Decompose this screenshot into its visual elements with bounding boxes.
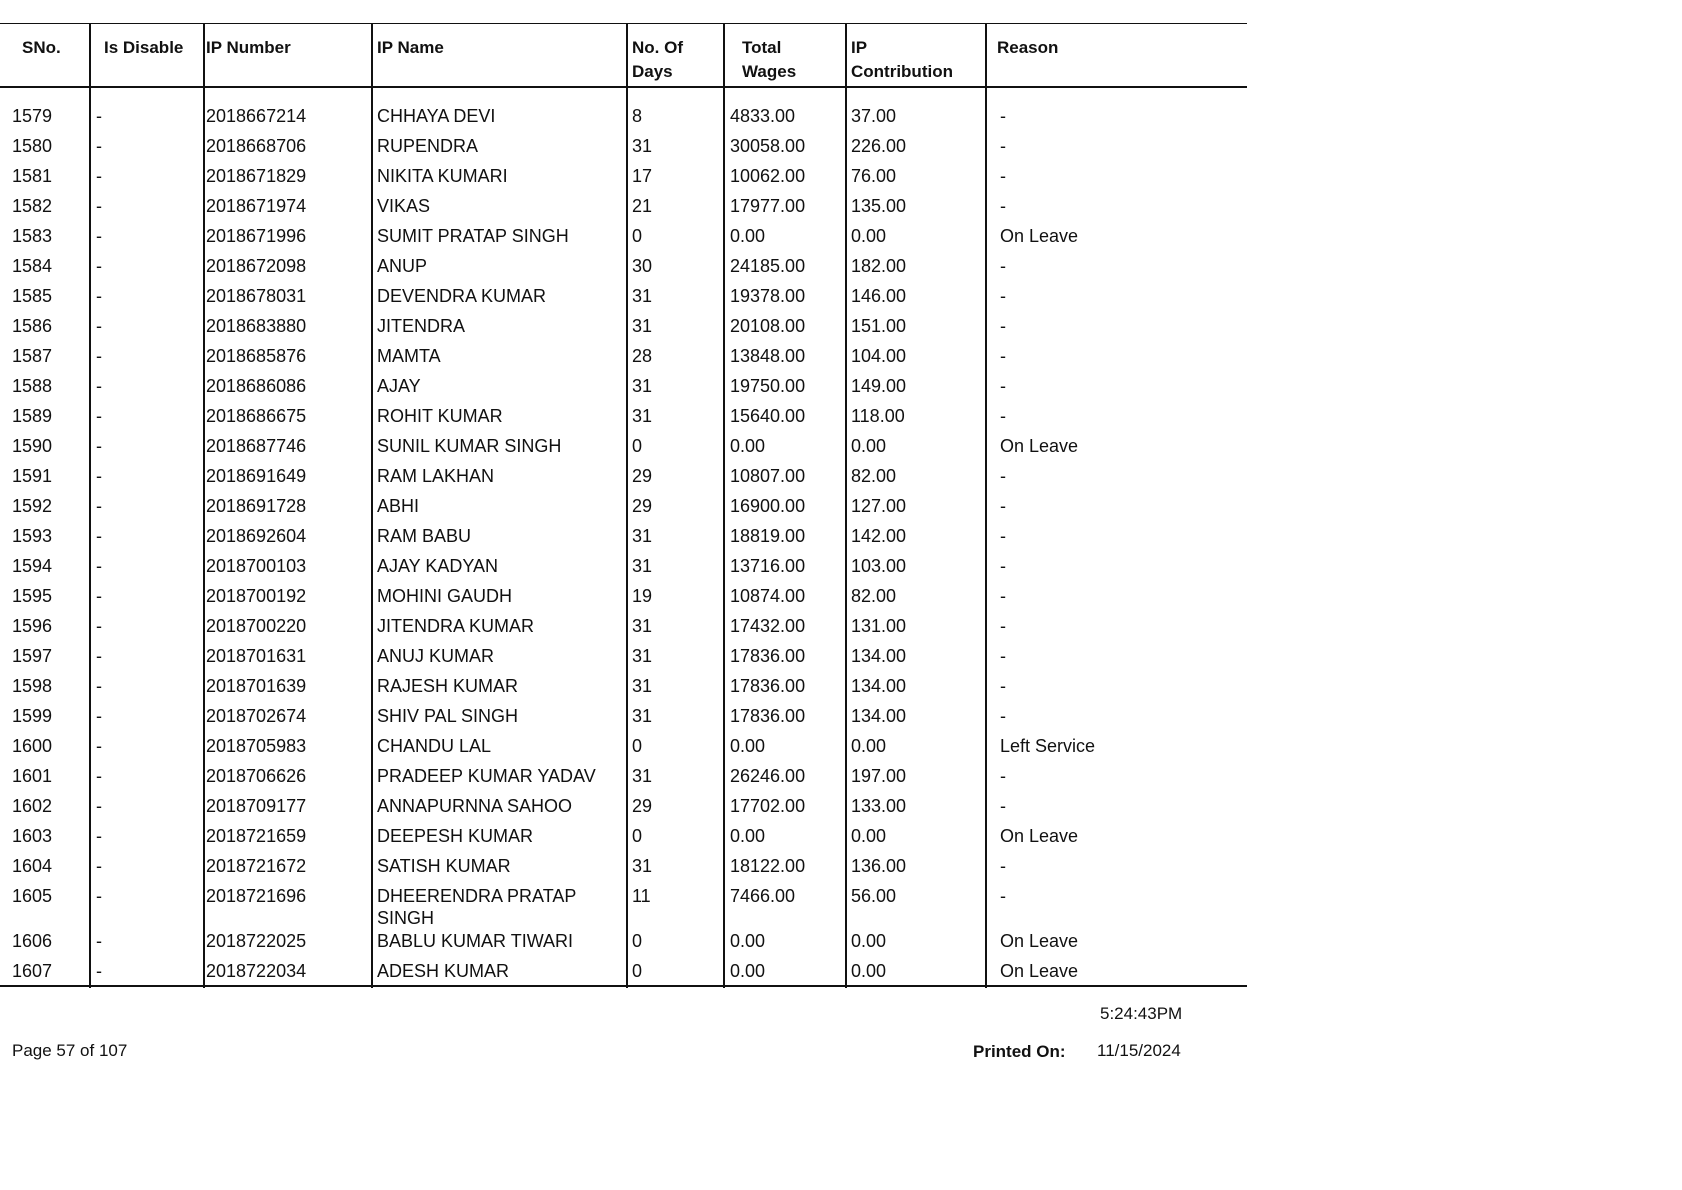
cell-reason: - [1000, 796, 1006, 816]
cell-is-disable: - [96, 886, 102, 906]
cell-sno: 1581 [12, 166, 53, 186]
cell-reason: - [1000, 256, 1006, 276]
cell-reason: - [1000, 706, 1006, 726]
cell-contribution: 135.00 [851, 196, 907, 216]
cell-sno: 1589 [12, 406, 53, 426]
cell-contribution: 149.00 [851, 376, 907, 396]
cell-is-disable: - [96, 766, 102, 786]
cell-ip-name: DEVENDRA KUMAR [377, 286, 547, 306]
cell-is-disable: - [96, 256, 102, 276]
cell-days: 31 [632, 406, 653, 426]
cell-wages: 17977.00 [730, 196, 806, 216]
cell-wages: 0.00 [730, 226, 766, 246]
cell-days: 30 [632, 256, 653, 276]
cell-ip-number: 2018721659 [206, 826, 307, 846]
cell-is-disable: - [96, 496, 102, 516]
cell-ip-number: 2018686675 [206, 406, 307, 426]
cell-reason: - [1000, 526, 1006, 546]
table-row [0, 585, 1247, 615]
cell-reason: - [1000, 406, 1006, 426]
cell-wages: 18819.00 [730, 526, 806, 546]
table-row [0, 375, 1247, 405]
cell-reason: On Leave [1000, 961, 1079, 981]
cell-ip-number: 2018667214 [206, 106, 307, 126]
cell-wages: 10874.00 [730, 586, 806, 606]
table-row [0, 345, 1247, 375]
cell-contribution: 37.00 [851, 106, 897, 126]
cell-ip-number: 2018678031 [206, 286, 307, 306]
cell-ip-name: ROHIT KUMAR [377, 406, 503, 426]
cell-days: 31 [632, 616, 653, 636]
cell-sno: 1591 [12, 466, 53, 486]
cell-days: 0 [632, 961, 643, 981]
cell-is-disable: - [96, 796, 102, 816]
cell-ip-number: 2018683880 [206, 316, 307, 336]
cell-ip-number: 2018722034 [206, 961, 307, 981]
column-header-reason: Reason [997, 38, 1059, 57]
cell-days: 0 [632, 826, 643, 846]
cell-days: 31 [632, 676, 653, 696]
cell-sno: 1595 [12, 586, 53, 606]
table-row [0, 735, 1247, 765]
cell-contribution: 118.00 [851, 406, 905, 426]
cell-ip-number: 2018702674 [206, 706, 307, 726]
cell-ip-name: SUMIT PRATAP SINGH [377, 226, 569, 246]
table-row [0, 825, 1247, 855]
table-row [0, 705, 1247, 735]
cell-ip-number: 2018685876 [206, 346, 307, 366]
cell-ip-number: 2018671829 [206, 166, 307, 186]
cell-ip-number: 2018705983 [206, 736, 307, 756]
cell-is-disable: - [96, 736, 102, 756]
cell-ip-number: 2018691649 [206, 466, 307, 486]
cell-ip-number: 2018701631 [206, 646, 307, 666]
cell-wages: 13848.00 [730, 346, 806, 366]
cell-days: 31 [632, 286, 653, 306]
cell-sno: 1604 [12, 856, 53, 876]
cell-is-disable: - [96, 406, 102, 426]
cell-ip-number: 2018709177 [206, 796, 307, 816]
column-header-ip-name: IP Name [377, 38, 444, 57]
cell-ip-number: 2018722025 [206, 931, 307, 951]
print-time: 5:24:43PM [1100, 1004, 1183, 1023]
cell-ip-number: 2018692604 [206, 526, 307, 546]
cell-days: 8 [632, 106, 643, 126]
table-row [0, 675, 1247, 705]
cell-is-disable: - [96, 106, 102, 126]
header-bottom-rule [0, 86, 1247, 88]
cell-contribution: 182.00 [851, 256, 907, 276]
cell-ip-name: RAM BABU [377, 526, 472, 546]
cell-wages: 0.00 [730, 931, 766, 951]
cell-days: 0 [632, 736, 643, 756]
cell-sno: 1605 [12, 886, 53, 906]
cell-ip-number: 2018668706 [206, 136, 307, 156]
cell-days: 0 [632, 226, 643, 246]
cell-wages: 19378.00 [730, 286, 806, 306]
cell-ip-number: 2018672098 [206, 256, 307, 276]
cell-contribution: 146.00 [851, 286, 907, 306]
cell-wages: 17432.00 [730, 616, 806, 636]
cell-wages: 16900.00 [730, 496, 806, 516]
cell-ip-name: NIKITA KUMARI [377, 166, 508, 186]
cell-days: 19 [632, 586, 653, 606]
cell-contribution: 0.00 [851, 736, 887, 756]
cell-wages: 0.00 [730, 736, 766, 756]
cell-days: 31 [632, 646, 653, 666]
cell-ip-name: ANNAPURNNA SAHOO [377, 796, 573, 816]
cell-sno: 1599 [12, 706, 53, 726]
cell-wages: 20108.00 [730, 316, 806, 336]
cell-contribution: 197.00 [851, 766, 907, 786]
cell-days: 29 [632, 496, 653, 516]
cell-reason: - [1000, 136, 1006, 156]
cell-sno: 1588 [12, 376, 53, 396]
table-row [0, 795, 1247, 825]
cell-is-disable: - [96, 166, 102, 186]
cell-ip-name: RUPENDRA [377, 136, 479, 156]
cell-ip-name: JITENDRA [377, 316, 466, 336]
cell-ip-name: JITENDRA KUMAR [377, 616, 535, 636]
cell-reason: - [1000, 676, 1006, 696]
table-row [0, 960, 1247, 990]
cell-contribution: 134.00 [851, 646, 907, 666]
cell-ip-number: 2018691728 [206, 496, 307, 516]
cell-ip-name: DEEPESH KUMAR [377, 826, 534, 846]
cell-wages: 0.00 [730, 961, 766, 981]
cell-is-disable: - [96, 436, 102, 456]
cell-ip-number: 2018700103 [206, 556, 307, 576]
cell-ip-name: VIKAS [377, 196, 431, 216]
cell-is-disable: - [96, 931, 102, 951]
cell-wages: 19750.00 [730, 376, 806, 396]
cell-days: 31 [632, 316, 653, 336]
cell-sno: 1592 [12, 496, 53, 516]
cell-is-disable: - [96, 196, 102, 216]
cell-wages: 10062.00 [730, 166, 806, 186]
cell-days: 17 [632, 166, 653, 186]
cell-ip-name: RAM LAKHAN [377, 466, 495, 486]
cell-wages: 26246.00 [730, 766, 806, 786]
table-row [0, 105, 1247, 135]
cell-is-disable: - [96, 526, 102, 546]
cell-days: 21 [632, 196, 653, 216]
cell-contribution: 131.00 [851, 616, 907, 636]
cell-sno: 1594 [12, 556, 53, 576]
table-row [0, 255, 1247, 285]
table-row [0, 615, 1247, 645]
cell-sno: 1579 [12, 106, 53, 126]
cell-ip-name: CHANDU LAL [377, 736, 492, 756]
cell-ip-number: 2018687746 [206, 436, 307, 456]
cell-wages: 17836.00 [730, 706, 806, 726]
cell-contribution: 0.00 [851, 961, 887, 981]
cell-ip-name: RAJESH KUMAR [377, 676, 519, 696]
cell-ip-name: AJAY KADYAN [377, 556, 499, 576]
cell-reason: - [1000, 556, 1006, 576]
column-header-ip-number: IP Number [206, 38, 291, 57]
cell-sno: 1585 [12, 286, 53, 306]
cell-contribution: 127.00 [851, 496, 907, 516]
cell-wages: 4833.00 [730, 106, 796, 126]
cell-contribution: 134.00 [851, 706, 907, 726]
cell-reason: - [1000, 346, 1006, 366]
cell-wages: 17836.00 [730, 676, 806, 696]
table-row [0, 135, 1247, 165]
cell-is-disable: - [96, 376, 102, 396]
cell-sno: 1606 [12, 931, 53, 951]
table-row [0, 165, 1247, 195]
cell-days: 31 [632, 706, 653, 726]
cell-reason: On Leave [1000, 226, 1079, 246]
cell-contribution: 136.00 [851, 856, 907, 876]
cell-wages: 30058.00 [730, 136, 806, 156]
cell-sno: 1600 [12, 736, 53, 756]
cell-sno: 1587 [12, 346, 53, 366]
cell-is-disable: - [96, 676, 102, 696]
table-row [0, 765, 1247, 795]
cell-days: 0 [632, 931, 643, 951]
cell-sno: 1596 [12, 616, 53, 636]
table-row [0, 885, 1247, 930]
cell-reason: On Leave [1000, 931, 1079, 951]
cell-sno: 1582 [12, 196, 53, 216]
cell-sno: 1601 [12, 766, 53, 786]
cell-sno: 1602 [12, 796, 53, 816]
cell-ip-name: SATISH KUMAR [377, 856, 511, 876]
cell-is-disable: - [96, 136, 102, 156]
cell-reason: - [1000, 586, 1006, 606]
cell-reason: Left Service [1000, 736, 1096, 756]
cell-days: 31 [632, 526, 653, 546]
cell-is-disable: - [96, 346, 102, 366]
table-top-rule [0, 23, 1247, 24]
cell-wages: 17702.00 [730, 796, 806, 816]
cell-is-disable: - [96, 586, 102, 606]
cell-contribution: 76.00 [851, 166, 897, 186]
cell-is-disable: - [96, 616, 102, 636]
cell-days: 29 [632, 466, 653, 486]
cell-ip-number: 2018686086 [206, 376, 307, 396]
cell-wages: 24185.00 [730, 256, 806, 276]
cell-days: 31 [632, 136, 653, 156]
printed-on-date: 11/15/2024 [1097, 1041, 1181, 1060]
cell-is-disable: - [96, 226, 102, 246]
cell-reason: - [1000, 496, 1006, 516]
cell-contribution: 134.00 [851, 676, 907, 696]
column-header-contribution: IP Contribution [851, 38, 953, 81]
cell-sno: 1590 [12, 436, 53, 456]
printed-on-label: Printed On: [973, 1042, 1066, 1061]
cell-reason: - [1000, 166, 1006, 186]
cell-reason: - [1000, 316, 1006, 336]
cell-ip-name: DHEERENDRA PRATAP SINGH [377, 886, 577, 928]
cell-is-disable: - [96, 961, 102, 981]
cell-ip-name: ANUP [377, 256, 428, 276]
cell-days: 31 [632, 556, 653, 576]
table-row [0, 285, 1247, 315]
cell-days: 29 [632, 796, 653, 816]
table-row [0, 855, 1247, 885]
cell-ip-name: MOHINI GAUDH [377, 586, 512, 606]
cell-ip-name: SHIV PAL SINGH [377, 706, 519, 726]
cell-ip-number: 2018700220 [206, 616, 307, 636]
cell-ip-name: PRADEEP KUMAR YADAV [377, 766, 596, 786]
cell-sno: 1603 [12, 826, 53, 846]
cell-ip-number: 2018721696 [206, 886, 307, 906]
cell-sno: 1593 [12, 526, 53, 546]
table-body [0, 105, 1247, 990]
cell-contribution: 0.00 [851, 826, 887, 846]
cell-reason: - [1000, 106, 1006, 126]
cell-contribution: 82.00 [851, 586, 897, 606]
cell-contribution: 151.00 [851, 316, 907, 336]
cell-sno: 1586 [12, 316, 53, 336]
cell-contribution: 142.00 [851, 526, 907, 546]
cell-sno: 1580 [12, 136, 53, 156]
cell-reason: - [1000, 286, 1006, 306]
cell-wages: 7466.00 [730, 886, 796, 906]
cell-days: 0 [632, 436, 643, 456]
cell-ip-name: MAMTA [377, 346, 441, 366]
table-row [0, 930, 1247, 960]
cell-wages: 10807.00 [730, 466, 806, 486]
table-row [0, 465, 1247, 495]
cell-wages: 13716.00 [730, 556, 806, 576]
table-row [0, 435, 1247, 465]
cell-contribution: 56.00 [851, 886, 897, 906]
table-row [0, 405, 1247, 435]
cell-wages: 17836.00 [730, 646, 806, 666]
cell-sno: 1583 [12, 226, 53, 246]
cell-reason: - [1000, 886, 1006, 906]
cell-reason: - [1000, 856, 1006, 876]
cell-days: 11 [632, 886, 651, 906]
cell-reason: - [1000, 196, 1006, 216]
table-row [0, 645, 1247, 675]
cell-days: 31 [632, 766, 653, 786]
cell-wages: 0.00 [730, 826, 766, 846]
cell-days: 31 [632, 856, 653, 876]
column-header-is-disable: Is Disable [104, 38, 184, 57]
page-number: Page 57 of 107 [12, 1041, 128, 1060]
table-row [0, 525, 1247, 555]
cell-ip-number: 2018706626 [206, 766, 307, 786]
cell-is-disable: - [96, 646, 102, 666]
cell-reason: On Leave [1000, 826, 1079, 846]
cell-contribution: 0.00 [851, 226, 887, 246]
cell-is-disable: - [96, 856, 102, 876]
cell-reason: - [1000, 646, 1006, 666]
column-header-wages: Total Wages [742, 38, 797, 81]
cell-ip-number: 2018701639 [206, 676, 307, 696]
cell-wages: 18122.00 [730, 856, 806, 876]
cell-ip-name: AJAY [377, 376, 421, 396]
cell-contribution: 82.00 [851, 466, 897, 486]
cell-sno: 1584 [12, 256, 53, 276]
column-header-days: No. Of Days [632, 38, 683, 81]
cell-contribution: 133.00 [851, 796, 907, 816]
table-row [0, 315, 1247, 345]
cell-is-disable: - [96, 556, 102, 576]
cell-is-disable: - [96, 706, 102, 726]
cell-reason: - [1000, 616, 1006, 636]
table-row [0, 195, 1247, 225]
cell-is-disable: - [96, 316, 102, 336]
cell-ip-name: BABLU KUMAR TIWARI [377, 931, 574, 951]
cell-contribution: 103.00 [851, 556, 907, 576]
cell-reason: - [1000, 766, 1006, 786]
cell-wages: 15640.00 [730, 406, 806, 426]
cell-is-disable: - [96, 466, 102, 486]
cell-sno: 1597 [12, 646, 53, 666]
cell-ip-number: 2018671974 [206, 196, 307, 216]
cell-days: 31 [632, 376, 653, 396]
table-row [0, 495, 1247, 525]
cell-is-disable: - [96, 286, 102, 306]
cell-ip-name: ABHI [377, 496, 420, 516]
cell-days: 28 [632, 346, 653, 366]
cell-wages: 0.00 [730, 436, 766, 456]
cell-ip-name: SUNIL KUMAR SINGH [377, 436, 562, 456]
cell-contribution: 104.00 [851, 346, 907, 366]
column-header-sno: SNo. [22, 38, 61, 57]
table-row [0, 225, 1247, 255]
cell-ip-number: 2018671996 [206, 226, 307, 246]
table-row [0, 555, 1247, 585]
cell-ip-number: 2018700192 [206, 586, 307, 606]
cell-is-disable: - [96, 826, 102, 846]
cell-reason: - [1000, 466, 1006, 486]
cell-reason: On Leave [1000, 436, 1079, 456]
cell-ip-name: ANUJ KUMAR [377, 646, 495, 666]
cell-sno: 1607 [12, 961, 53, 981]
cell-sno: 1598 [12, 676, 53, 696]
cell-ip-name: ADESH KUMAR [377, 961, 510, 981]
cell-contribution: 0.00 [851, 436, 887, 456]
cell-contribution: 0.00 [851, 931, 887, 951]
cell-contribution: 226.00 [851, 136, 907, 156]
cell-reason: - [1000, 376, 1006, 396]
cell-ip-number: 2018721672 [206, 856, 307, 876]
cell-ip-name: CHHAYA DEVI [377, 106, 496, 126]
